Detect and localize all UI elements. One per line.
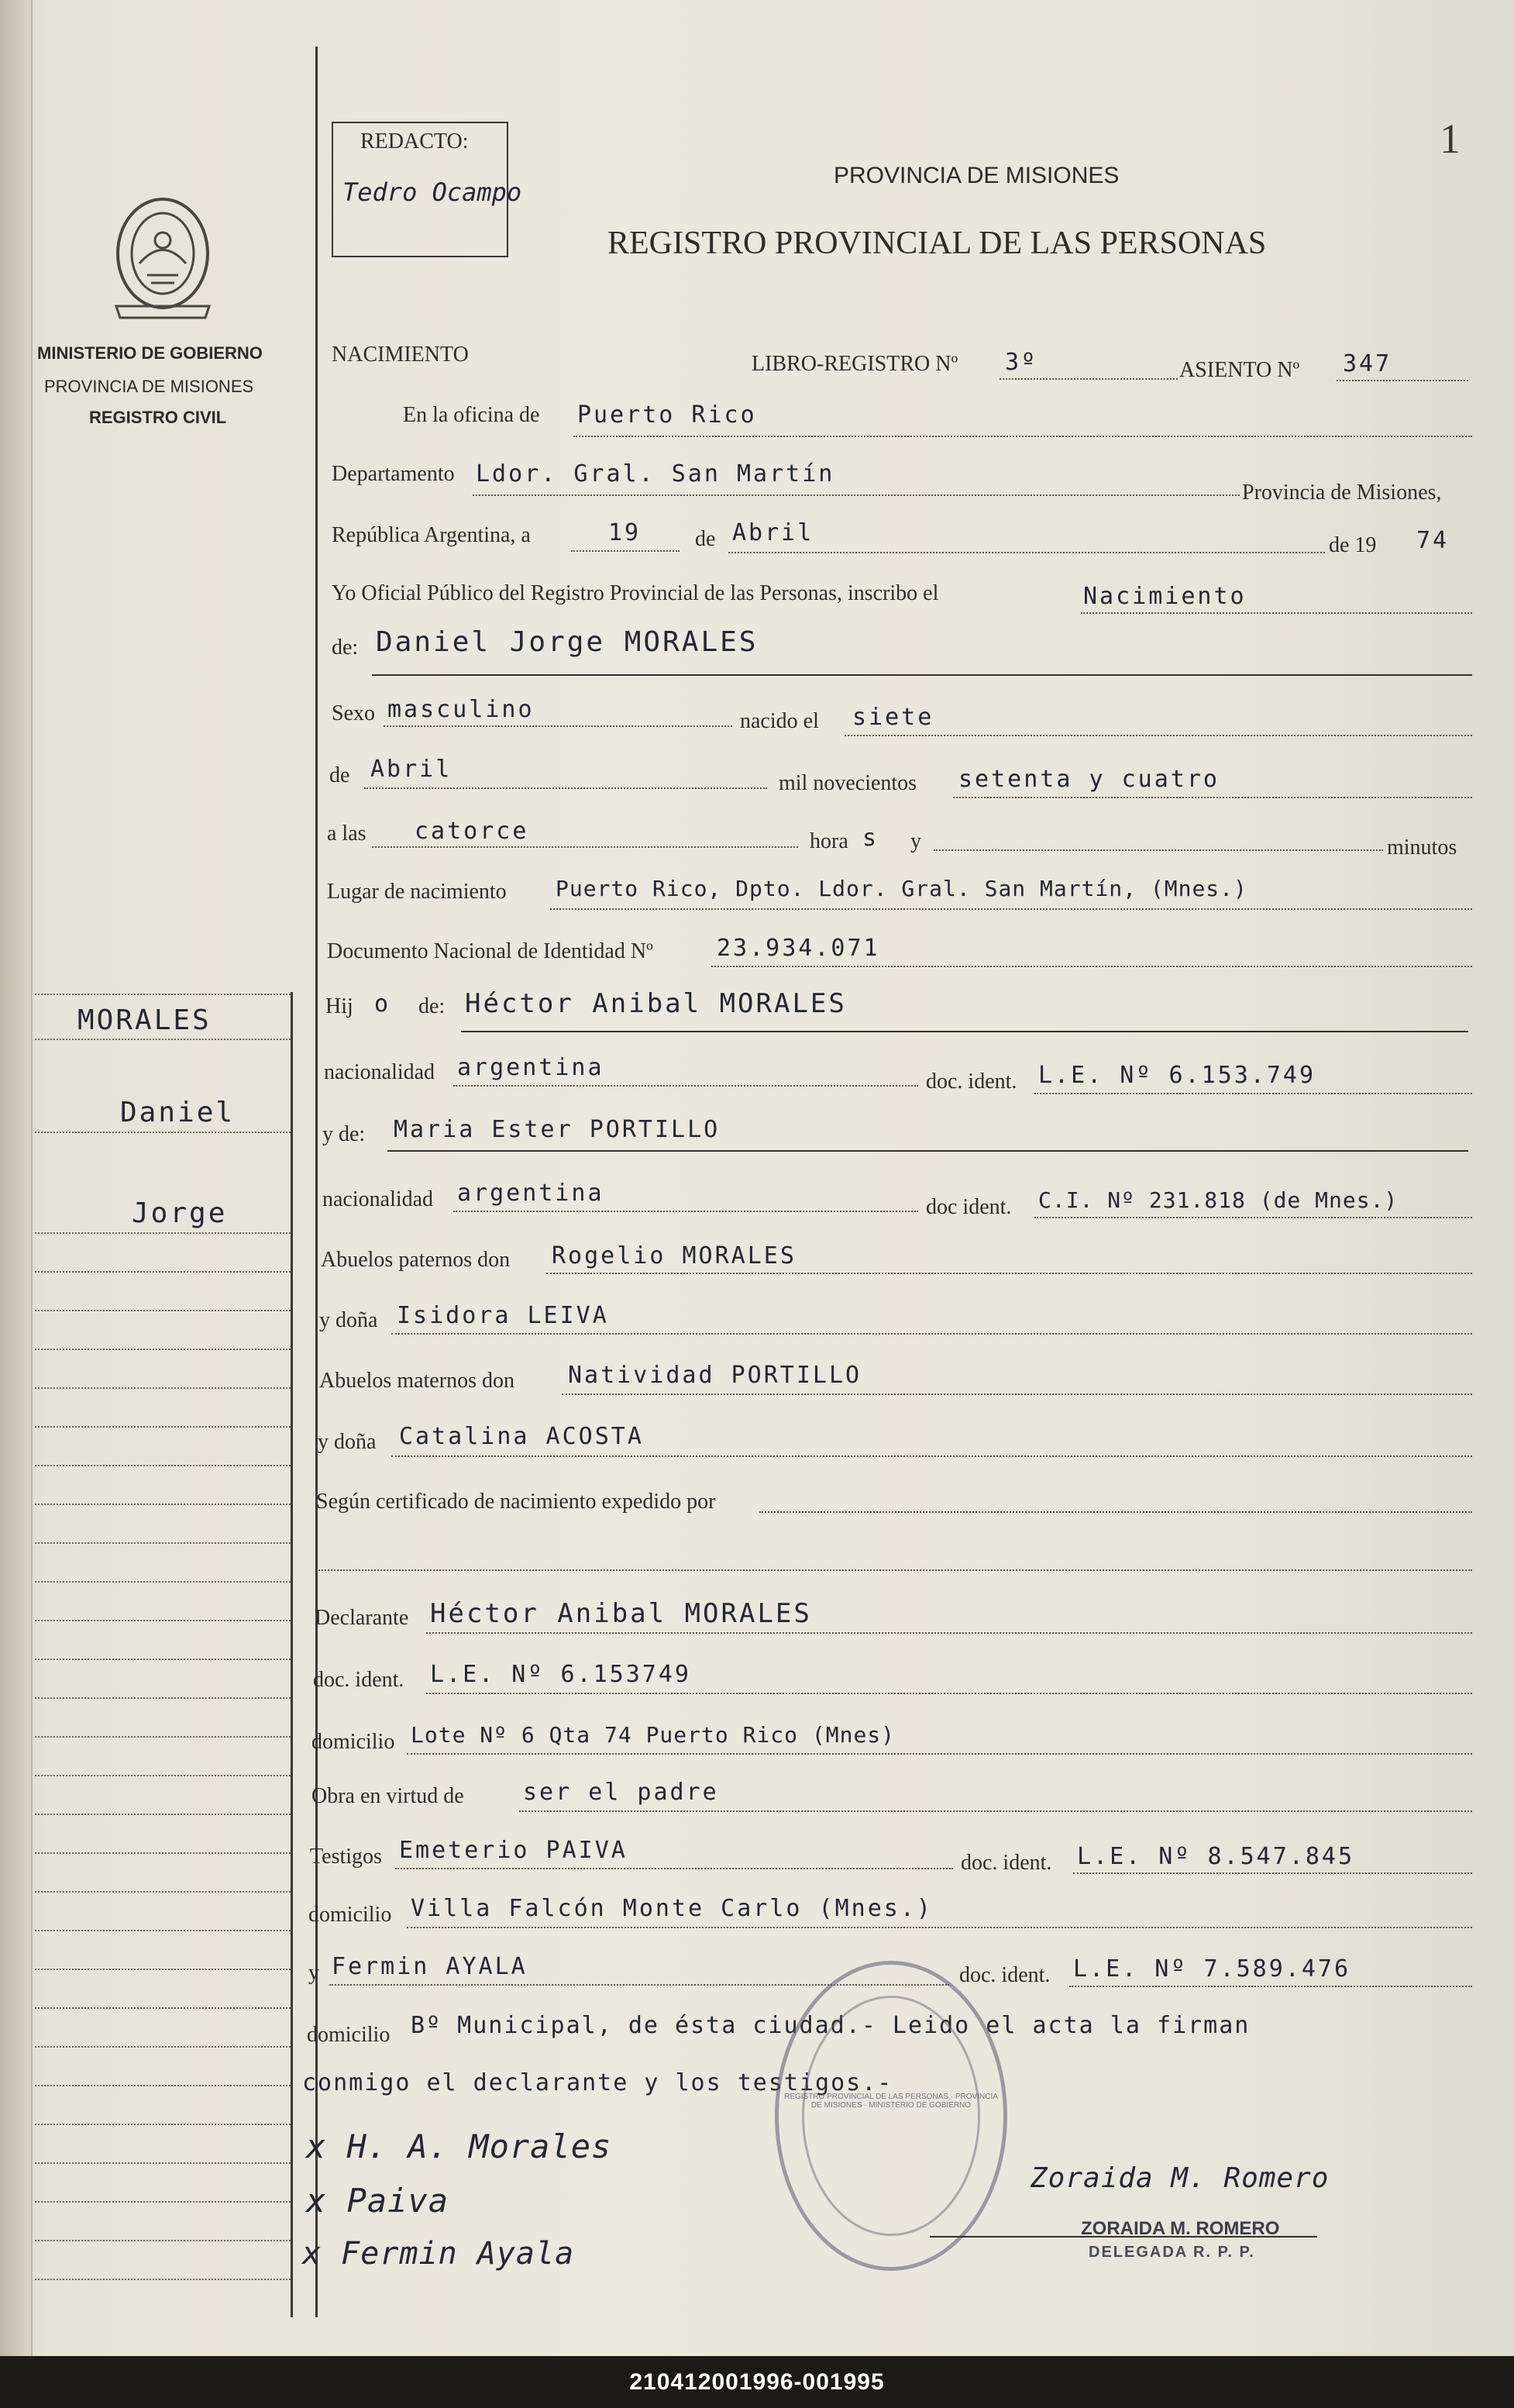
abuela-pat: Isidora LEIVA xyxy=(397,1302,609,1329)
domicilio-label: domicilio xyxy=(311,1730,395,1754)
year-prefix: de 19 xyxy=(1329,533,1377,557)
margin-line xyxy=(35,2124,291,2125)
father-nationality: argentina xyxy=(457,1054,604,1081)
dotted-line xyxy=(316,1569,1472,1571)
section-label: NACIMIENTO xyxy=(332,343,469,367)
dotted-line xyxy=(562,1393,1472,1395)
year-suffix: 74 xyxy=(1416,527,1450,554)
father-name: Héctor Anibal MORALES xyxy=(465,988,847,1019)
dotted-line xyxy=(372,846,798,848)
margin-line xyxy=(35,1697,291,1699)
margin-line xyxy=(35,1620,291,1621)
underline xyxy=(372,674,1472,676)
dotted-line xyxy=(519,1810,1472,1812)
libro-label: LIBRO-REGISTRO Nº xyxy=(752,352,958,376)
de-month-label: de xyxy=(329,763,350,787)
civil-registry-label: REGISTRO CIVIL xyxy=(89,408,227,427)
abuelo-pat: Rogelio MORALES xyxy=(552,1242,797,1269)
page-number: 1 xyxy=(1440,115,1461,162)
dotted-line xyxy=(384,725,732,727)
domicilio-label-3: domicilio xyxy=(307,2023,391,2047)
official-seal xyxy=(775,1961,1007,2271)
underline xyxy=(461,1031,1468,1032)
dni-value: 23.934.071 xyxy=(717,935,880,962)
departamento-label: Departamento xyxy=(332,462,455,486)
doc-ident-label-4: doc. ident. xyxy=(961,1851,1052,1875)
declarante-value: Héctor Anibal MORALES xyxy=(430,1598,812,1629)
margin-line xyxy=(35,1969,291,1970)
margin-line xyxy=(35,2240,291,2241)
asiento-label: ASIENTO Nº xyxy=(1179,358,1300,382)
margin-line xyxy=(35,1775,291,1776)
domicilio-label-2: domicilio xyxy=(308,1903,392,1927)
dotted-line xyxy=(391,1333,1472,1335)
dotted-line xyxy=(407,1927,1472,1928)
provincia-suffix: Provincia de Misiones, xyxy=(1242,481,1442,505)
y-dona-label-2: y doña xyxy=(318,1430,377,1454)
testigos-label: Testigos xyxy=(310,1845,382,1869)
doc-ident-label-5: doc. ident. xyxy=(959,1963,1051,1987)
margin-line xyxy=(35,1814,291,1815)
dotted-line xyxy=(550,908,1472,910)
closing-line: conmigo el declarante y los testigos.- xyxy=(302,2069,893,2096)
minutos-label: minutos xyxy=(1387,835,1457,860)
declarante-domicilio: Lote Nº 6 Qta 74 Puerto Rico (Mnes) xyxy=(411,1722,896,1748)
dotted-line xyxy=(426,1632,1472,1634)
dotted-line xyxy=(391,1455,1472,1457)
signature-testigo-1: x Paiva xyxy=(306,2182,449,2220)
redacto-box xyxy=(332,122,522,257)
margin-line xyxy=(35,1387,291,1389)
testigo1-name: Emeterio PAIVA xyxy=(399,1837,628,1864)
de-colon-label-2: de: xyxy=(418,994,446,1018)
book-spine xyxy=(0,0,33,2356)
dotted-line xyxy=(426,1693,1472,1694)
dotted-line xyxy=(953,797,1472,798)
coat-of-arms-icon xyxy=(105,190,221,322)
birth-month: Abril xyxy=(370,756,452,783)
margin-line xyxy=(35,1581,291,1583)
registry-title: REGISTRO PROVINCIAL DE LAS PERSONAS xyxy=(607,226,1267,261)
dotted-line xyxy=(711,966,1472,967)
dotted-line xyxy=(1337,380,1468,381)
dotted-line xyxy=(546,1273,1472,1274)
margin-line xyxy=(35,1465,291,1466)
margin-line xyxy=(35,2085,291,2086)
oficina-value: Puerto Rico xyxy=(577,401,757,429)
nacionalidad-label-2: nacionalidad xyxy=(322,1187,434,1211)
margin-line xyxy=(35,1232,291,1234)
margin-line xyxy=(35,1349,291,1350)
testigo2-name: Fermin AYALA xyxy=(332,1953,528,1980)
margin-line xyxy=(35,2046,291,2048)
republica-label: República Argentina, a xyxy=(332,523,531,547)
margin-surname: MORALES xyxy=(77,1004,212,1036)
margin-line xyxy=(35,994,291,995)
birth-year-words: setenta y cuatro xyxy=(958,766,1220,793)
hijo-suffix: o xyxy=(374,990,391,1018)
asiento-value: 347 xyxy=(1343,350,1392,377)
month-value: Abril xyxy=(732,519,814,546)
obra-label: Obra en virtud de xyxy=(311,1784,464,1808)
mil-label: mil novecientos xyxy=(779,771,917,795)
province-title: PROVINCIA DE MISIONES xyxy=(834,163,1120,188)
testigo1-doc: L.E. Nº 8.547.845 xyxy=(1077,1843,1355,1870)
dotted-line xyxy=(453,1211,918,1212)
margin-line xyxy=(35,2201,291,2203)
margin-line xyxy=(35,2162,291,2164)
mother-nationality: argentina xyxy=(457,1180,604,1207)
ministry-label: MINISTERIO DE GOBIERNO xyxy=(37,343,263,363)
signature-testigo-2: x Fermin Ayala xyxy=(302,2236,575,2272)
dotted-line xyxy=(1069,1986,1472,1987)
margin-line xyxy=(35,2279,291,2280)
dotted-line xyxy=(571,550,680,552)
margin-line xyxy=(35,1736,291,1738)
dotted-line xyxy=(407,1753,1472,1755)
dotted-line xyxy=(1000,378,1178,380)
abuela-mat: Catalina ACOSTA xyxy=(399,1423,644,1450)
lugar-label: Lugar de nacimiento xyxy=(327,880,507,904)
image-id-label: 210412001996-001995 xyxy=(629,2369,885,2395)
margin-line xyxy=(35,1659,291,1660)
margin-line xyxy=(35,1852,291,1854)
image-caption-bar xyxy=(0,2356,1514,2408)
hijo-label: Hij xyxy=(325,994,353,1018)
official-name: ZORAIDA M. ROMERO xyxy=(1081,2218,1280,2239)
dotted-line xyxy=(759,1511,1472,1513)
margin-first-name: Daniel xyxy=(120,1097,236,1128)
abuelos-pat-label: Abuelos paternos don xyxy=(321,1248,511,1272)
margin-line xyxy=(35,1426,291,1428)
mother-doc: C.I. Nº 231.818 (de Mnes.) xyxy=(1038,1187,1399,1213)
dotted-line xyxy=(1034,1093,1472,1094)
margin-line xyxy=(35,2007,291,2009)
dotted-line xyxy=(845,735,1472,736)
doc-ident-label: doc. ident. xyxy=(926,1070,1017,1094)
dotted-line xyxy=(395,1868,953,1869)
mother-name: Maria Ester PORTILLO xyxy=(394,1116,721,1143)
y-label-2: y xyxy=(308,1961,319,1985)
hora-label: hora xyxy=(810,829,848,853)
seal-text: REGISTRO PROVINCIAL DE LAS PERSONAS · PROVINCIA DE MISIONES · MINISTERIO DE GOBIERNO xyxy=(784,2093,998,2110)
doc-ident-label-2: doc ident. xyxy=(926,1195,1012,1219)
de-label: de xyxy=(695,527,716,551)
dni-label: Documento Nacional de Identidad Nº xyxy=(327,939,653,963)
testigo2-domicilio: Bº Municipal, de ésta ciudad.- Leido el acta la firman xyxy=(411,2012,1251,2039)
dotted-line xyxy=(573,436,1472,437)
margin-line xyxy=(35,1542,291,1544)
nacionalidad-label: nacionalidad xyxy=(324,1060,435,1084)
father-doc: L.E. Nº 6.153.749 xyxy=(1038,1062,1316,1089)
day-value: 19 xyxy=(608,519,642,546)
nacido-label: nacido el xyxy=(740,709,819,733)
signature-declarante: x H. A. Morales xyxy=(306,2127,612,2165)
margin-second-name: Jorge xyxy=(132,1197,228,1229)
de-colon-label: de: xyxy=(332,636,359,660)
testigo2-doc: L.E. Nº 7.589.476 xyxy=(1073,1955,1351,1983)
y-de-label: y de: xyxy=(322,1122,366,1146)
margin-line xyxy=(35,1891,291,1893)
official-title: DELEGADA R. P. P. xyxy=(1089,2244,1255,2261)
a-las-label: a las xyxy=(327,822,366,846)
nacido-value: siete xyxy=(852,704,934,731)
margin-line xyxy=(35,1132,291,1133)
declarante-doc: L.E. Nº 6.153749 xyxy=(430,1661,691,1688)
dotted-line xyxy=(364,787,767,789)
margin-line xyxy=(35,1310,291,1311)
oficina-label: En la oficina de xyxy=(403,403,540,427)
redacto-signature: Tedro Ocampo xyxy=(342,177,522,207)
lugar-value: Puerto Rico, Dpto. Ldor. Gral. San Martín, (Mnes.) xyxy=(556,876,1247,901)
abuelo-mat: Natividad PORTILLO xyxy=(568,1362,862,1389)
obra-value: ser el padre xyxy=(523,1779,719,1806)
yo-oficial-text: Yo Oficial Público del Registro Provincial de las Personas, inscribo el xyxy=(332,581,939,605)
doc-ident-label-3: doc. ident. xyxy=(313,1668,404,1692)
margin-column-rule xyxy=(291,992,293,2317)
segun-label: Según certificado de nacimiento expedido por xyxy=(316,1490,716,1514)
child-name: Daniel Jorge MORALES xyxy=(376,626,759,658)
margin-line xyxy=(35,1504,291,1505)
underline xyxy=(387,1150,1468,1152)
dotted-line xyxy=(934,849,1383,851)
sexo-label: Sexo xyxy=(332,701,375,725)
margin-line xyxy=(35,1039,291,1040)
abuelos-mat-label: Abuelos maternos don xyxy=(319,1369,514,1393)
official-signature: Zoraida M. Romero xyxy=(1031,2162,1330,2194)
dotted-line xyxy=(1081,612,1472,614)
province-label: PROVINCIA DE MISIONES xyxy=(44,377,254,396)
hora-suffix: s xyxy=(862,825,879,852)
margin-line xyxy=(35,1930,291,1931)
y-dona-label: y doña xyxy=(319,1308,378,1332)
inscribo-value: Nacimiento xyxy=(1083,583,1247,610)
dotted-line xyxy=(728,552,1325,553)
libro-value: 3º xyxy=(1005,349,1038,376)
sexo-value: masculino xyxy=(387,696,535,723)
testigo1-domicilio: Villa Falcón Monte Carlo (Mnes.) xyxy=(411,1895,933,1922)
margin-line xyxy=(35,1271,291,1273)
dotted-line xyxy=(1034,1217,1472,1218)
dotted-line xyxy=(453,1085,918,1087)
dotted-line xyxy=(1073,1872,1472,1874)
hour-value: catorce xyxy=(415,818,529,845)
dotted-line xyxy=(473,494,1240,496)
y-label: y xyxy=(910,829,921,853)
departamento-value: Ldor. Gral. San Martín xyxy=(476,460,835,487)
redacto-label: REDACTO: xyxy=(360,129,469,153)
declarante-label: Declarante xyxy=(315,1606,409,1630)
